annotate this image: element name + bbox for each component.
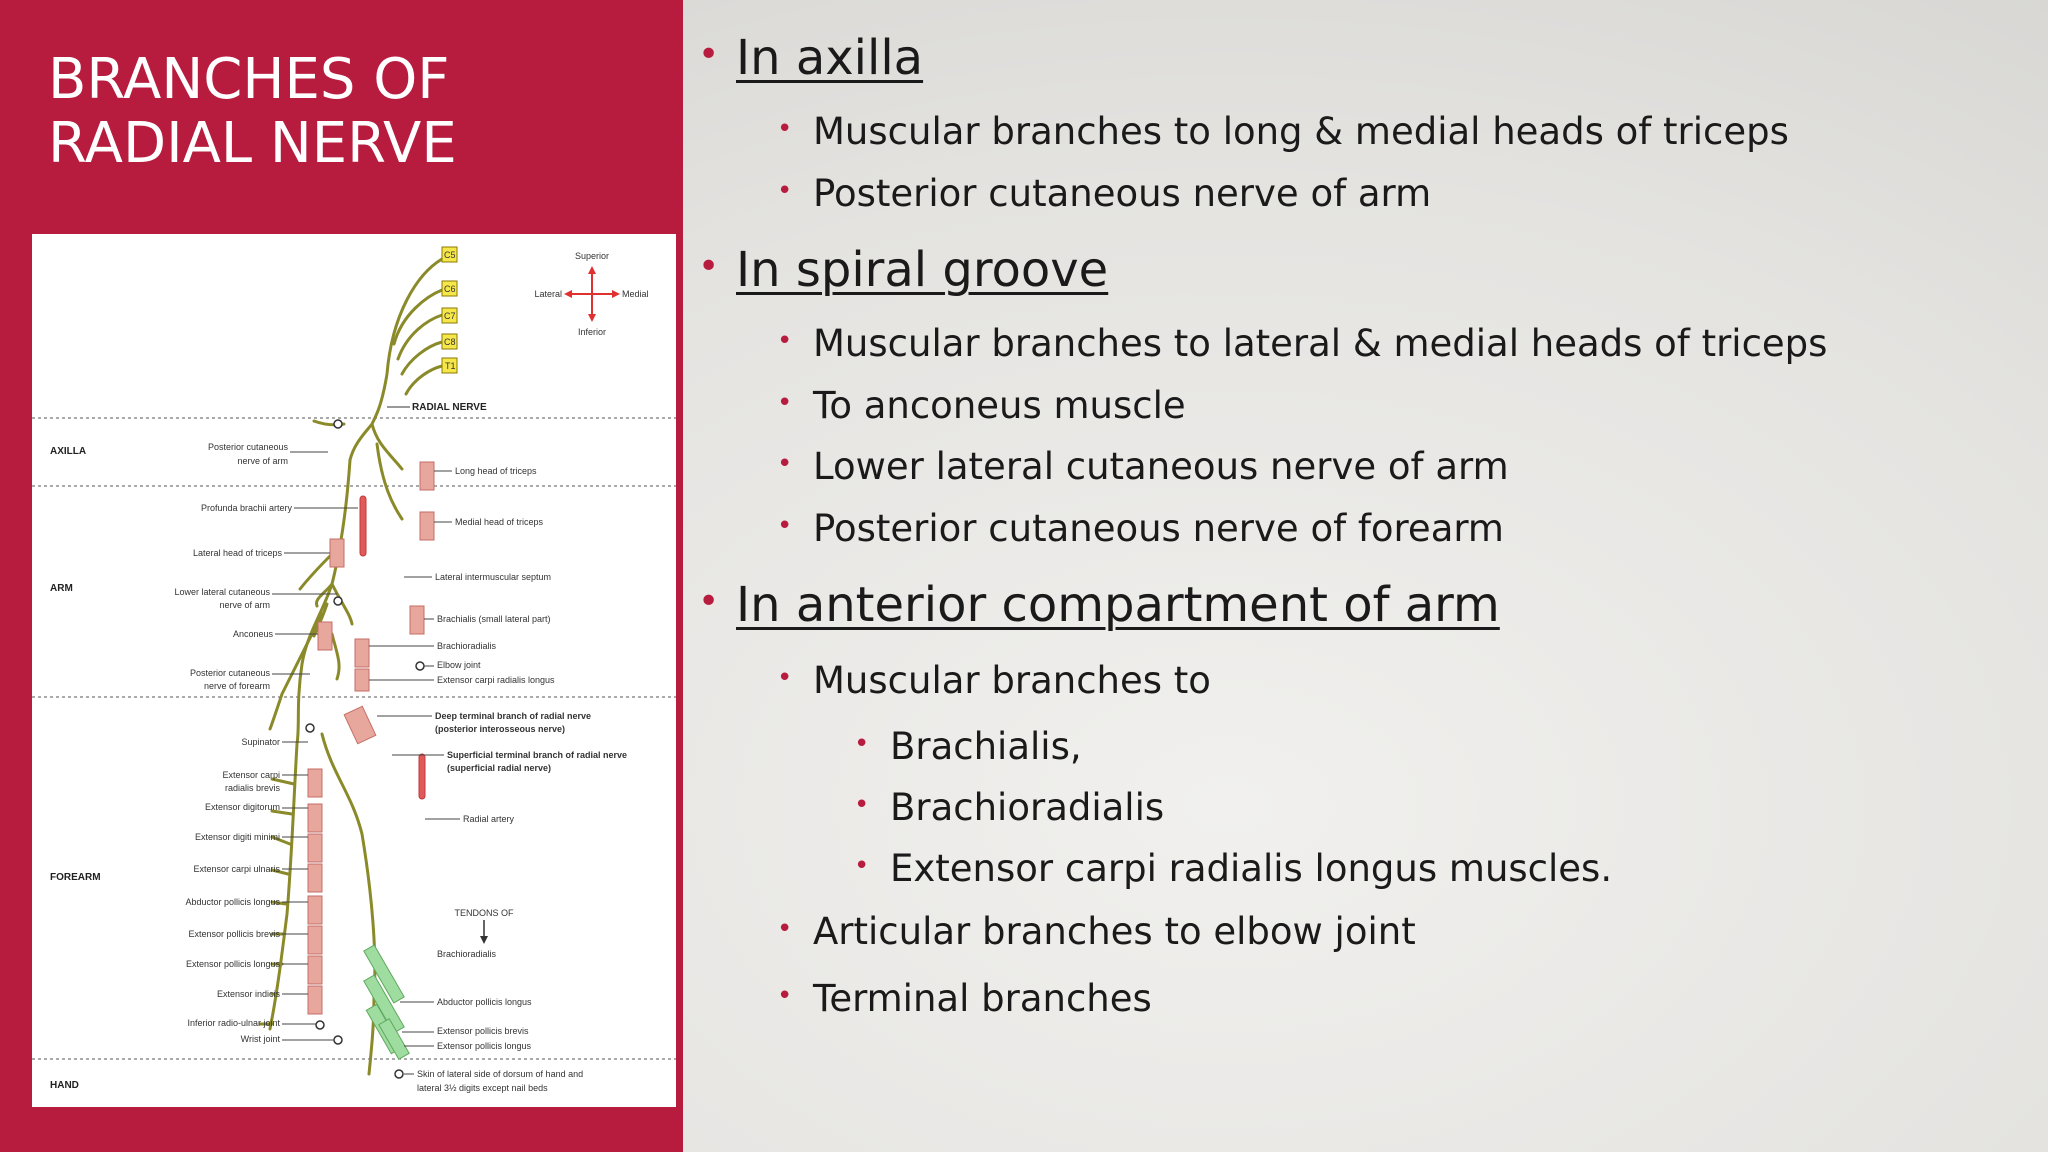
label-post-cut-forearm-2: nerve of forearm [203,681,270,691]
title-line-1: BRANCHES OF [48,47,450,112]
list-item [777,322,1828,365]
muscle-blocks [308,462,434,1014]
bullet-dot: • [698,34,720,75]
bullet-dot: • [777,388,793,418]
label-deep-branch-2: (posterior interosseous nerve) [435,724,566,734]
compass-lateral: Lateral [534,289,562,299]
label-deep-branch-1: Deep terminal branch of radial nerve [435,711,592,721]
label-brachialis: Brachialis (small lateral part) [437,614,551,624]
radial-nerve-diagram [32,234,676,1107]
bullet-dot: • [854,851,870,881]
label-tendon-epb: Extensor pollicis brevis [437,1026,529,1036]
root-t1: T1 [445,361,456,371]
list-item [777,384,1186,427]
label-ecu: Extensor carpi ulnaris [193,864,280,874]
label-supinator: Supinator [241,737,280,747]
sub-list-item-text: Brachialis, [890,725,1082,768]
sub-list-item [854,725,1082,768]
label-post-cut-arm-1: Posterior cutaneous [207,442,288,452]
list-item-text: Muscular branches to lateral & medial heads of triceps [813,322,1828,365]
label-inf-ru-joint: Inferior radio-ulnar joint [187,1018,280,1028]
label-medial-head-triceps: Medial head of triceps [455,517,544,527]
list-item-text: Articular branches to elbow joint [813,910,1416,953]
label-ecrl: Extensor carpi radialis longus [437,675,555,685]
region-hand: HAND [50,1080,79,1091]
region-dividers [32,418,676,1059]
label-ecrb-2: radialis brevis [224,783,280,793]
list-item-text: Posterior cutaneous nerve of forearm [813,507,1504,550]
label-tendon-brachioradialis: Brachioradialis [437,949,497,959]
sub-list-item [854,786,1165,829]
label-low-lat-cut-1: Lower lateral cutaneous [174,587,270,597]
label-long-head-triceps: Long head of triceps [455,466,537,476]
compass-superior: Superior [574,251,610,261]
heading-in-anterior-compartment-text: In anterior compartment of arm [736,577,1500,633]
label-brachioradialis: Brachioradialis [437,641,497,651]
label-superficial-branch-2: (superficial radial nerve) [447,763,552,773]
label-wrist-joint: Wrist joint [240,1034,280,1044]
label-anconeus: Anconeus [232,629,273,639]
bullet-dot: • [854,729,870,759]
list-item [777,910,1416,953]
list-item-text: Muscular branches to [813,659,1211,702]
label-epl: Extensor pollicis longus [185,959,280,969]
compass-inferior: Inferior [577,327,607,337]
region-axilla: AXILLA [50,446,87,457]
bullet-dot: • [854,790,870,820]
root-c6: C6 [444,284,456,294]
left-labels [174,442,292,1044]
title-line-2: RADIAL NERVE [48,111,457,176]
heading-in-anterior-compartment [698,577,1500,633]
heading-in-axilla-text: In axilla [736,30,924,86]
list-item-text: Lower lateral cutaneous nerve of arm [813,445,1509,488]
list-item [777,977,1152,1020]
label-epb: Extensor pollicis brevis [188,929,280,939]
list-item [777,172,1432,215]
list-item-text: Muscular branches to long & medial heads of triceps [813,110,1789,153]
label-post-cut-arm-2: nerve of arm [237,456,288,466]
label-radial-artery: Radial artery [463,814,515,824]
label-lat-septum: Lateral intermuscular septum [435,572,552,582]
label-ext-digitorum: Extensor digitorum [204,802,280,812]
heading-in-axilla [698,30,924,86]
label-apl: Abductor pollicis longus [185,897,280,907]
label-tendon-apl: Abductor pollicis longus [437,997,532,1007]
bullet-dot: • [777,449,793,479]
sub-list-item-text: Brachioradialis [890,786,1165,829]
label-ext-digiti-minimi: Extensor digiti minimi [194,832,280,842]
slide-title [48,48,457,176]
bullet-dot: • [777,663,793,693]
label-elbow-joint: Elbow joint [437,660,481,670]
list-item [777,507,1504,550]
label-ext-indicis: Extensor indicis [216,989,280,999]
label-post-cut-forearm-1: Posterior cutaneous [189,668,270,678]
list-item [777,110,1789,153]
region-forearm: FOREARM [50,872,101,883]
label-profunda: Profunda brachii artery [200,503,292,513]
bullet-dot: • [777,981,793,1011]
bullet-dot: • [777,114,793,144]
orientation-compass [534,251,648,337]
root-c8: C8 [444,337,456,347]
right-labels [417,466,627,1093]
list-item [777,445,1509,488]
label-ecrb-1: Extensor carpi [222,770,280,780]
label-superficial-branch-1: Superficial terminal branch of radial nerve [447,750,628,760]
list-item-text: Posterior cutaneous nerve of arm [813,172,1432,215]
sub-list-item [854,847,1613,890]
list-item-text: Terminal branches [813,977,1152,1020]
bullet-dot: • [777,326,793,356]
bullet-dot: • [777,511,793,541]
label-tendons-of: TENDONS OF [454,908,514,918]
label-skin-1: Skin of lateral side of dorsum of hand and [417,1069,584,1079]
bullet-dot: • [698,246,720,287]
label-skin-2: lateral 3½ digits except nail beds [417,1083,548,1093]
nerve-paths [260,259,442,1074]
compass-medial: Medial [622,289,649,299]
label-lat-head-triceps: Lateral head of triceps [192,548,282,558]
root-c7: C7 [444,311,456,321]
heading-in-spiral-groove-text: In spiral groove [736,242,1109,298]
heading-in-spiral-groove [698,242,1109,298]
radial-nerve-label: RADIAL NERVE [412,402,487,413]
bullet-dot: • [698,581,720,622]
label-low-lat-cut-2: nerve of arm [219,600,270,610]
bullet-dot: • [777,914,793,944]
title-panel [0,0,683,1152]
radial-nerve-svg [32,234,676,1107]
list-item-text: To anconeus muscle [813,384,1186,427]
spinal-roots [442,247,457,373]
sub-list-item-text: Extensor carpi radialis longus muscles. [890,847,1613,890]
bullet-dot: • [777,176,793,206]
arteries [360,496,425,799]
list-item [777,659,1211,702]
region-arm: ARM [50,583,73,594]
label-tendon-epl: Extensor pollicis longus [437,1041,532,1051]
root-c5: C5 [444,250,456,260]
